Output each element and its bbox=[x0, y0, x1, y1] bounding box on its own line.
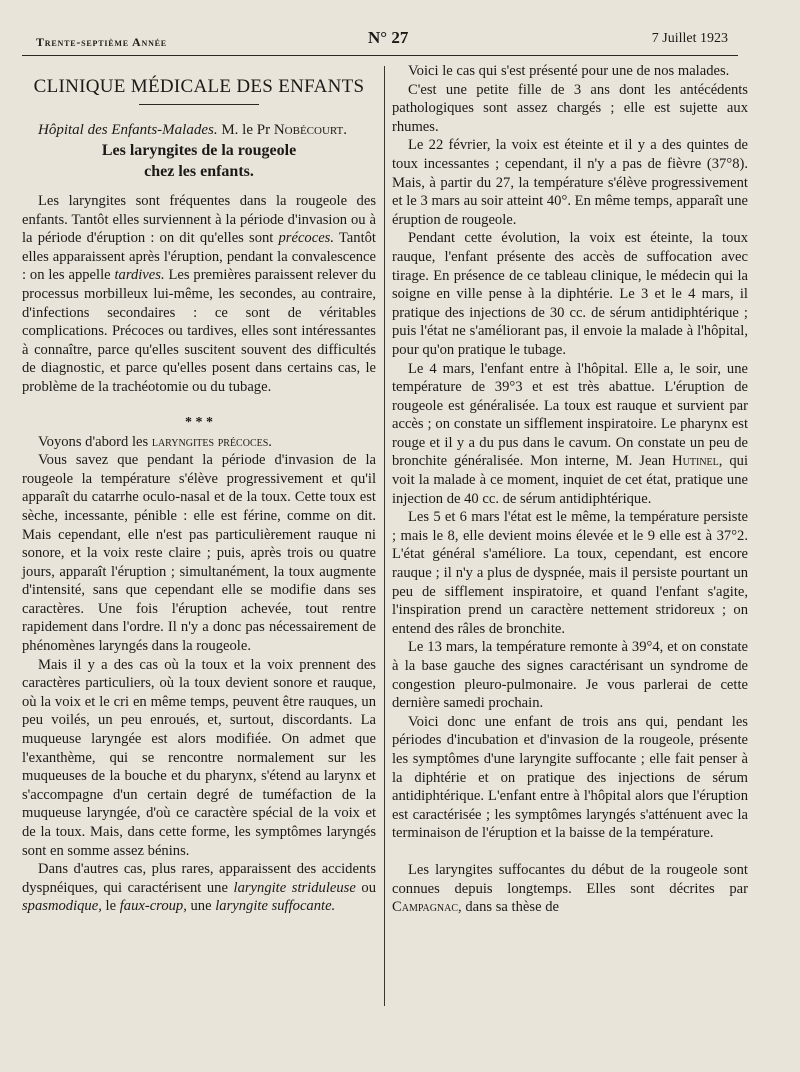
small-caps-term: laryngites précoces. bbox=[151, 433, 272, 450]
paragraph bbox=[392, 360, 748, 509]
paragraph: Le 22 février, la voix est éteinte et il y a des quintes de toux incessantes ; cependant, il n'y a pas de fièvre (37°8). Mais, à partir du 27, la température s'élève progressivement et le 3 mars au soir atteint 40°. En même temps, apparaît une éruption de rougeole. bbox=[392, 137, 748, 228]
paragraph bbox=[22, 860, 376, 916]
paragraph bbox=[22, 192, 376, 397]
italic-term: laryngite striduleuse bbox=[233, 879, 356, 896]
paragraph: Pendant cette évolution, la voix est éteinte, la toux rauque, l'enfant présente des accès de suffocation avec tirage. En présence de ce tableau clinique, le médecin qui la soigne en ville pense à la diphtérie. Le 3 et le 4 mars, il pratique des injections de 30 cc. de sérum antidiphtérique ; puis l'état ne s'améliorant pas, il envoie la malade à l'hôpital, pour qu'on pratique le tubage. bbox=[392, 230, 748, 358]
issue-number: N° 27 bbox=[368, 28, 409, 47]
column-divider bbox=[384, 66, 385, 1006]
italic-term: faux-croup, bbox=[119, 898, 187, 915]
header-rule bbox=[22, 55, 738, 56]
text-run: Les laryngites sont fréquentes dans la rougeole des enfants. Tantôt elles surviennent à la période d'invasion ou à la période d'éruption : on dit qu'elles sont bbox=[22, 193, 376, 247]
italic-term: tardives. bbox=[114, 267, 165, 284]
small-caps-name: Hutinel, bbox=[672, 453, 723, 470]
paragraph: Voici le cas qui s'est présenté pour une de nos malades. bbox=[408, 63, 730, 79]
volume-label: Trente-septième Année bbox=[36, 35, 167, 49]
text-run: Dans d'autres cas, plus rares, apparaissent des accidents dyspnéiques, qui caractérisent une bbox=[22, 861, 376, 896]
lecture-title bbox=[22, 140, 376, 182]
text-run: le bbox=[101, 898, 120, 915]
professor-prefix: M. le Pr bbox=[217, 122, 274, 138]
professor-name: Nobécourt. bbox=[273, 122, 348, 138]
paragraph: Voici donc une enfant de trois ans qui, pendant les périodes d'incubation et d'invasion de la rougeole, présente les symptômes d'une laryngite suffocante ; elle fait penser à la diphtérie et on pratique des injections de sérum antidiphtérique. L'enfant entre à l'hôpital alors que l'éruption est caractérisée ; les symptômes laryngés s'atténuent avec la terminaison de l'éruption et la baisse de la température. bbox=[392, 713, 748, 842]
paragraph: Les 5 et 6 mars l'état est le même, la température persiste ; mais le 8, elle devient moins élevée et le 9 elle est à 37°2. L'état général s'améliore. La toux, cependant, est encore rauque ; il n'y a plus de dyspnée, mais il persiste pourtant un peu de sifflement inspiratoire, et quand l'enfant s'agite, l'inspiration prend un caractère nettement stridoreux ; on entend des râles de bronchite. bbox=[392, 509, 748, 637]
paragraph: Vous savez que pendant la période d'invasion de la rougeole la température s'élève progressivement et qu'il apparaît du catarrhe oculo-nasal et de la toux. Cette toux est sèche, incessante, pénible : elle est férine, comme on dit. Mais cependant, elle n'est pas particulièrement rauque ni sonore, et la voix reste claire ; puis, après trois ou quatre jours, apparaît l'éruption ; simultanément, la toux augmente d'intensité, sans que cependant elle se modifie dans ses caractères. Une fois l'éruption achevée, tout rentre rapidement dans l'ordre. Il n'y a donc pas nécessairement de phénomènes laryngés dans la rougeole. bbox=[22, 452, 376, 655]
text-run: ou bbox=[355, 879, 376, 896]
italic-term: précoces. bbox=[278, 230, 335, 247]
paragraph: Mais il y a des cas où la toux et la voix prennent des caractères particuliers, où la toux devient sonore et rauque, où la voix et le cri en même temps, peuvent être rauques, un peu voilés, un peu enroués, et, surtout, discordants. La muqueuse laryngée est alors modifiée. On admet que l'exanthème, qui se rencontre normalement sur les muqueuses de la bouche et du pharynx, s'étend au larynx et s'accompagne d'un certain degré de tuméfaction de la muqueuse laryngée, d'où ce caractère spécial de la voix et de la toux. Mais, dans cette forme, les symptômes laryngés sont en somme assez bénins. bbox=[22, 656, 376, 859]
italic-term: spasmodique, bbox=[22, 898, 102, 915]
issue-date: 7 Juillet 1923 bbox=[651, 31, 728, 46]
paragraph bbox=[22, 433, 376, 452]
right-column bbox=[392, 62, 748, 917]
lecture-title-line-1: Les laryngites de la rougeole bbox=[101, 142, 297, 159]
paragraph: Le 13 mars, la température remonte à 39°4, et on constate à la base gauche des signes caractérisant un syndrome de congestion pleuro-pulmonaire. Je vous parlerai de cette dernière samedi prochain. bbox=[392, 639, 748, 712]
title-rule bbox=[139, 104, 259, 105]
hospital-name: Hôpital des Enfants-Malades. bbox=[38, 122, 218, 138]
text-run: qui voit la malade à ce moment, inquiet de cet état, pratique une injection de 40 cc. de sérum antidiphtérique. bbox=[392, 453, 748, 507]
paragraph bbox=[392, 861, 748, 917]
text-run: Le 4 mars, l'enfant entre à l'hôpital. Elle a, le soir, une température de 39°3 et est très abattue. L'éruption de rougeole est généralisée. La toux est rauque et survient par accès ; on constate un sifflement inspiratoire. Le pharynx est rouge et il y a du pus dans le cavum. On constate un peu de bronchite généralisée. Mon interne, M. Jean bbox=[392, 360, 748, 470]
italic-term: laryngite suffocante. bbox=[215, 898, 336, 915]
text-run: dans sa thèse de bbox=[461, 899, 559, 916]
text-run: Tantôt elles apparaissent après l'éruption, pendant la convalescence : on les appelle bbox=[22, 230, 376, 284]
hospital-line bbox=[22, 121, 376, 140]
text-run: Voyons d'abord les bbox=[38, 433, 152, 450]
page-header bbox=[22, 26, 734, 52]
text-run: une bbox=[186, 898, 216, 915]
paragraph: C'est une petite fille de 3 ans dont les antécédents pathologiques sont assez chargés ; elle est sujette aux rhumes. bbox=[392, 81, 748, 135]
section-separator-asterisks: * * * bbox=[185, 414, 213, 430]
left-column bbox=[22, 62, 376, 916]
paragraph-gap bbox=[392, 843, 748, 861]
text-run: Les premières paraissent relever du processus morbilleux lui-même, les secondes, au contraire, d'infections secondaires : ce sont de véritables complications. Précoces ou tardives, elles sont intéressantes à connaître, parce qu'elles suscitent souvent des difficultés de diagnostic, et parce qu'elles posent dans certains cas, le problème de la trachéotomie ou du tubage. bbox=[22, 267, 376, 395]
lecture-title-line-2: chez les enfants. bbox=[144, 163, 254, 180]
section-title: CLINIQUE MÉDICALE DES ENFANTS bbox=[33, 76, 365, 97]
text-run: Les laryngites suffocantes du début de la rougeole sont connues depuis longtemps. Elles sont décrites par bbox=[392, 861, 748, 897]
small-caps-name: Campagnac, bbox=[392, 899, 462, 916]
